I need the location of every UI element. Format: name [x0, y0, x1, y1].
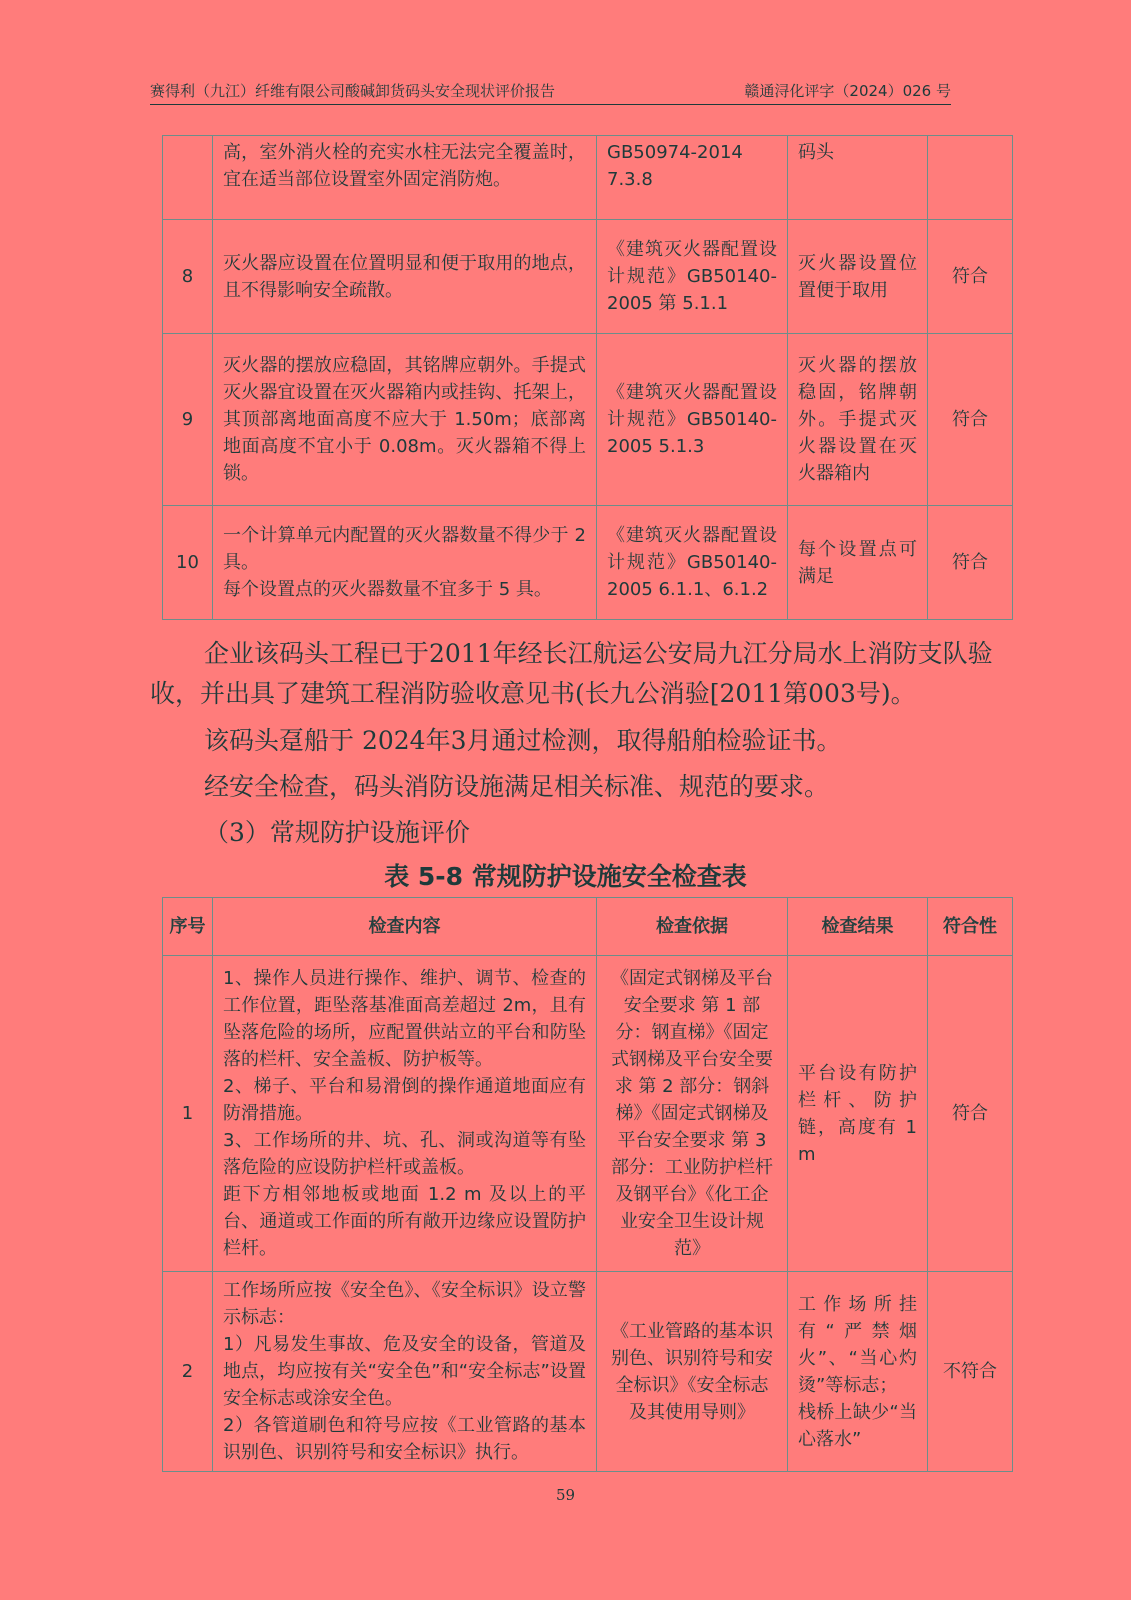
header-doc-number: 赣通浔化评字（2024）026 号 — [744, 82, 951, 100]
check-content: 灭火器应设置在位置明显和便于取用的地点，且不得影响安全疏散。 — [213, 220, 597, 334]
conformity: 不符合 — [928, 1272, 1013, 1472]
header-serial-number: 序号 — [163, 898, 213, 956]
table-header-row — [163, 898, 1013, 956]
row-number: 10 — [163, 506, 213, 620]
check-basis: 《建筑灭火器配置设计规范》GB50140-2005 第 5.1.1 — [597, 220, 788, 334]
table-row — [163, 956, 1013, 1272]
check-content: 一个计算单元内配置的灭火器数量不得少于 2 具。 每个设置点的灭火器数量不宜多于 5 具。 — [213, 506, 597, 620]
conformity — [928, 136, 1013, 220]
check-result: 灭火器的摆放稳固，铭牌朝外。手提式灭火器设置在灭火器箱内 — [788, 334, 928, 506]
table-title: 表 5-8 常规防护设施安全检查表 — [384, 862, 747, 891]
check-basis: 《建筑灭火器配置设计规范》GB50140-2005 6.1.1、6.1.2 — [597, 506, 788, 620]
table-row — [163, 1272, 1013, 1472]
paragraph-fire-acceptance: 企业该码头工程已于2011年经长江航运公安局九江分局水上消防支队验收，并出具了建筑工程消防验收意见书(长九公消验[2011第003号)。 — [150, 639, 993, 708]
check-content: 灭火器的摆放应稳固，其铭牌应朝外。手提式灭火器宜设置在灭火器箱内或挂钩、托架上，其顶部离地面高度不应大于 1.50m；底部离地面高度不宜小于 0.08m。灭火器箱不得上锁。 — [213, 334, 597, 506]
page-number: 59 — [555, 1486, 576, 1504]
row-number: 1 — [163, 956, 213, 1272]
check-basis: GB50974-2014 7.3.8 — [597, 136, 788, 220]
page-header — [150, 80, 951, 105]
fire-facility-table-continued — [162, 135, 1013, 620]
row-number — [163, 136, 213, 220]
check-basis: 《固定式钢梯及平台安全要求 第 1 部分：钢直梯》《固定式钢梯及平台安全要求 第 2 部分：钢斜梯》《固定式钢梯及平台安全要求 第 3 部分：工业防护栏杆及钢平台》《化工企业安全卫生设计规范》 — [597, 956, 788, 1272]
check-content: 工作场所应按《安全色》、《安全标识》设立警示标志： 1）凡易发生事故、危及安全的设备，管道及地点，均应按有关“安全色”和“安全标志”设置安全标志或涂安全色。 2）各管道刷色和符号应按《工业管路的基本识别色、识别符号和安全标识》执行。 — [213, 1272, 597, 1472]
check-content: 1、操作人员进行操作、维护、调节、检查的工作位置，距坠落基准面高差超过 2m，且有坠落危险的场所，应配置供站立的平台和防坠落的栏杆、安全盖板、防护板等。 2、梯子、平台和易滑倒的操作通道地面应有防滑措施。 3、工作场所的井、坑、孔、洞或沟道等有坠落危险的应设防护栏杆或盖板。 距下方相邻地板或地面 1.2 m 及以上的平台、通道或工作面的所有敞开边缘应设置防护栏杆。 — [213, 956, 597, 1272]
check-result: 工作场所挂有“严禁烟火”、“当心灼烫”等标志； 栈桥上缺少“当心落水” — [788, 1272, 928, 1472]
row-number: 8 — [163, 220, 213, 334]
section-heading: （3）常规防护设施评价 — [204, 818, 470, 847]
conformity: 符合 — [928, 334, 1013, 506]
paragraph-inspection-conclusion: 经安全检查，码头消防设施满足相关标准、规范的要求。 — [204, 772, 830, 801]
table-row — [163, 136, 1013, 220]
conformity: 符合 — [928, 506, 1013, 620]
check-content: 高，室外消火栓的充实水柱无法完全覆盖时，宜在适当部位设置室外固定消防炮。 — [213, 136, 597, 220]
table-row — [163, 220, 1013, 334]
check-result: 平台设有防护栏杆、防护链，高度有 1 m — [788, 956, 928, 1272]
check-basis: 《建筑灭火器配置设计规范》GB50140-2005 5.1.3 — [597, 334, 788, 506]
header-conformity: 符合性 — [928, 898, 1013, 956]
row-number: 9 — [163, 334, 213, 506]
table-row — [163, 506, 1013, 620]
check-result: 灭火器设置位置便于取用 — [788, 220, 928, 334]
table-row — [163, 334, 1013, 506]
check-result: 每个设置点可满足 — [788, 506, 928, 620]
conformity: 符合 — [928, 956, 1013, 1272]
paragraph-pontoon-inspection: 该码头趸船于 2024年3月通过检测，取得船舶检验证书。 — [204, 726, 842, 755]
check-basis: 《工业管路的基本识别色、识别符号和安全标识》《安全标志及其使用导则》 — [597, 1272, 788, 1472]
conformity: 符合 — [928, 220, 1013, 334]
header-check-result: 检查结果 — [788, 898, 928, 956]
header-title: 赛得利（九江）纤维有限公司酸碱卸货码头安全现状评价报告 — [150, 82, 556, 100]
check-result: 码头 — [788, 136, 928, 220]
header-check-basis: 检查依据 — [597, 898, 788, 956]
protection-facility-check-table — [162, 897, 1013, 1472]
header-check-content: 检查内容 — [213, 898, 597, 956]
row-number: 2 — [163, 1272, 213, 1472]
